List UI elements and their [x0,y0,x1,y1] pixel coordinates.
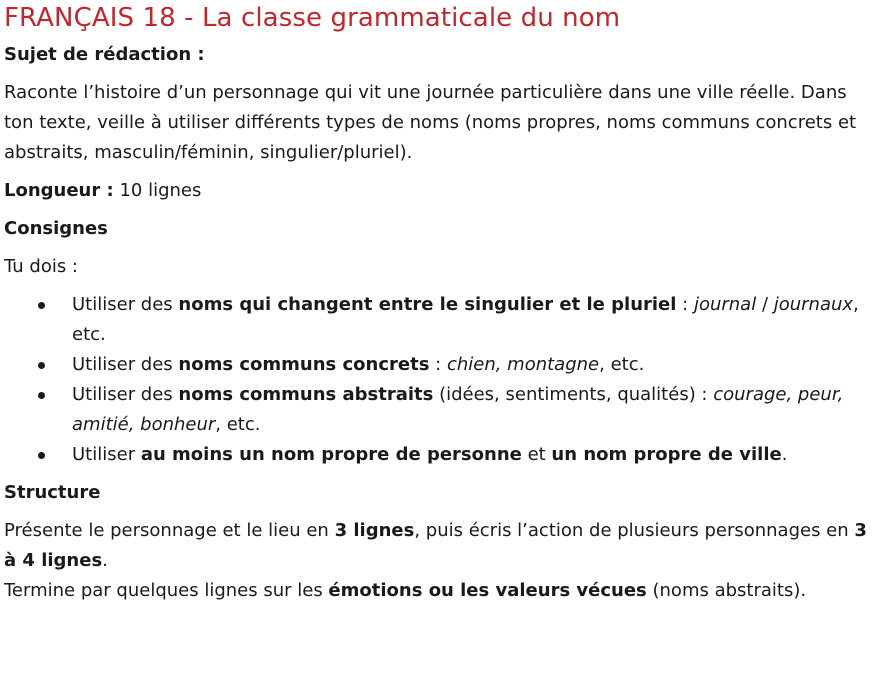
item-bold: un nom propre de ville [551,444,782,465]
structure-line-1 [4,516,873,576]
structure-text: , puis écris l’action de plusieurs personnages en [414,520,855,541]
item-mid: et [521,444,552,465]
list-item [4,290,873,350]
consignes-list [4,290,873,470]
longueur-line [4,176,873,206]
page-title: FRANÇAIS 18 - La classe grammaticale du nom [4,3,621,33]
item-bold: noms qui changent entre le singulier et le pluriel [178,294,677,315]
structure-text: (noms abstraits). [646,580,807,601]
list-item [4,380,873,440]
item-italic: journaux [773,294,854,315]
item-suffix: , etc. [72,294,859,345]
structure-bold: émotions ou les valeurs vécues [328,580,647,601]
structure-text: Présente le personnage et le lieu en [4,520,335,541]
item-bold: noms communs abstraits [178,384,434,405]
structure-text: . [102,550,108,571]
consignes-heading: Consignes [4,218,108,239]
item-italic: journal [693,294,757,315]
structure-line-2 [4,576,873,606]
item-mid: : [429,354,447,375]
structure-text: Termine par quelques lignes sur les [4,580,329,601]
item-sep: / [756,294,774,315]
sujet-heading: Sujet de rédaction : [4,44,205,65]
item-suffix: , etc. [599,354,645,375]
longueur-label: Longueur : [4,180,114,201]
item-bold: noms communs concrets [178,354,430,375]
consignes-intro: Tu dois : [4,256,78,277]
item-mid: : [676,294,694,315]
item-prefix: Utiliser [72,444,141,465]
item-suffix: , etc. [215,414,261,435]
item-prefix: Utiliser des [72,294,179,315]
sujet-text: Raconte l’histoire d’un personnage qui vit une journée particulière dans une ville réelle. Dans ton texte, veille à utiliser différents types de noms (noms propres, noms communs concrets et abstraits, masculin/féminin, singulier/pluriel). [4,82,857,163]
item-italic: courage, peur, amitié, bonheur [72,384,844,435]
item-prefix: Utiliser des [72,384,179,405]
item-mid: (idées, sentiments, qualités) : [433,384,714,405]
item-suffix: . [781,444,788,465]
item-prefix: Utiliser des [72,354,179,375]
longueur-value: 10 lignes [113,180,202,201]
list-item [4,350,873,380]
structure-bold: 3 lignes [334,520,415,541]
structure-heading: Structure [4,482,101,503]
structure-bold: 3 à 4 lignes [4,520,867,571]
list-item [4,440,873,470]
item-italic: chien, montagne [446,354,600,375]
item-bold: au moins un nom propre de personne [140,444,522,465]
